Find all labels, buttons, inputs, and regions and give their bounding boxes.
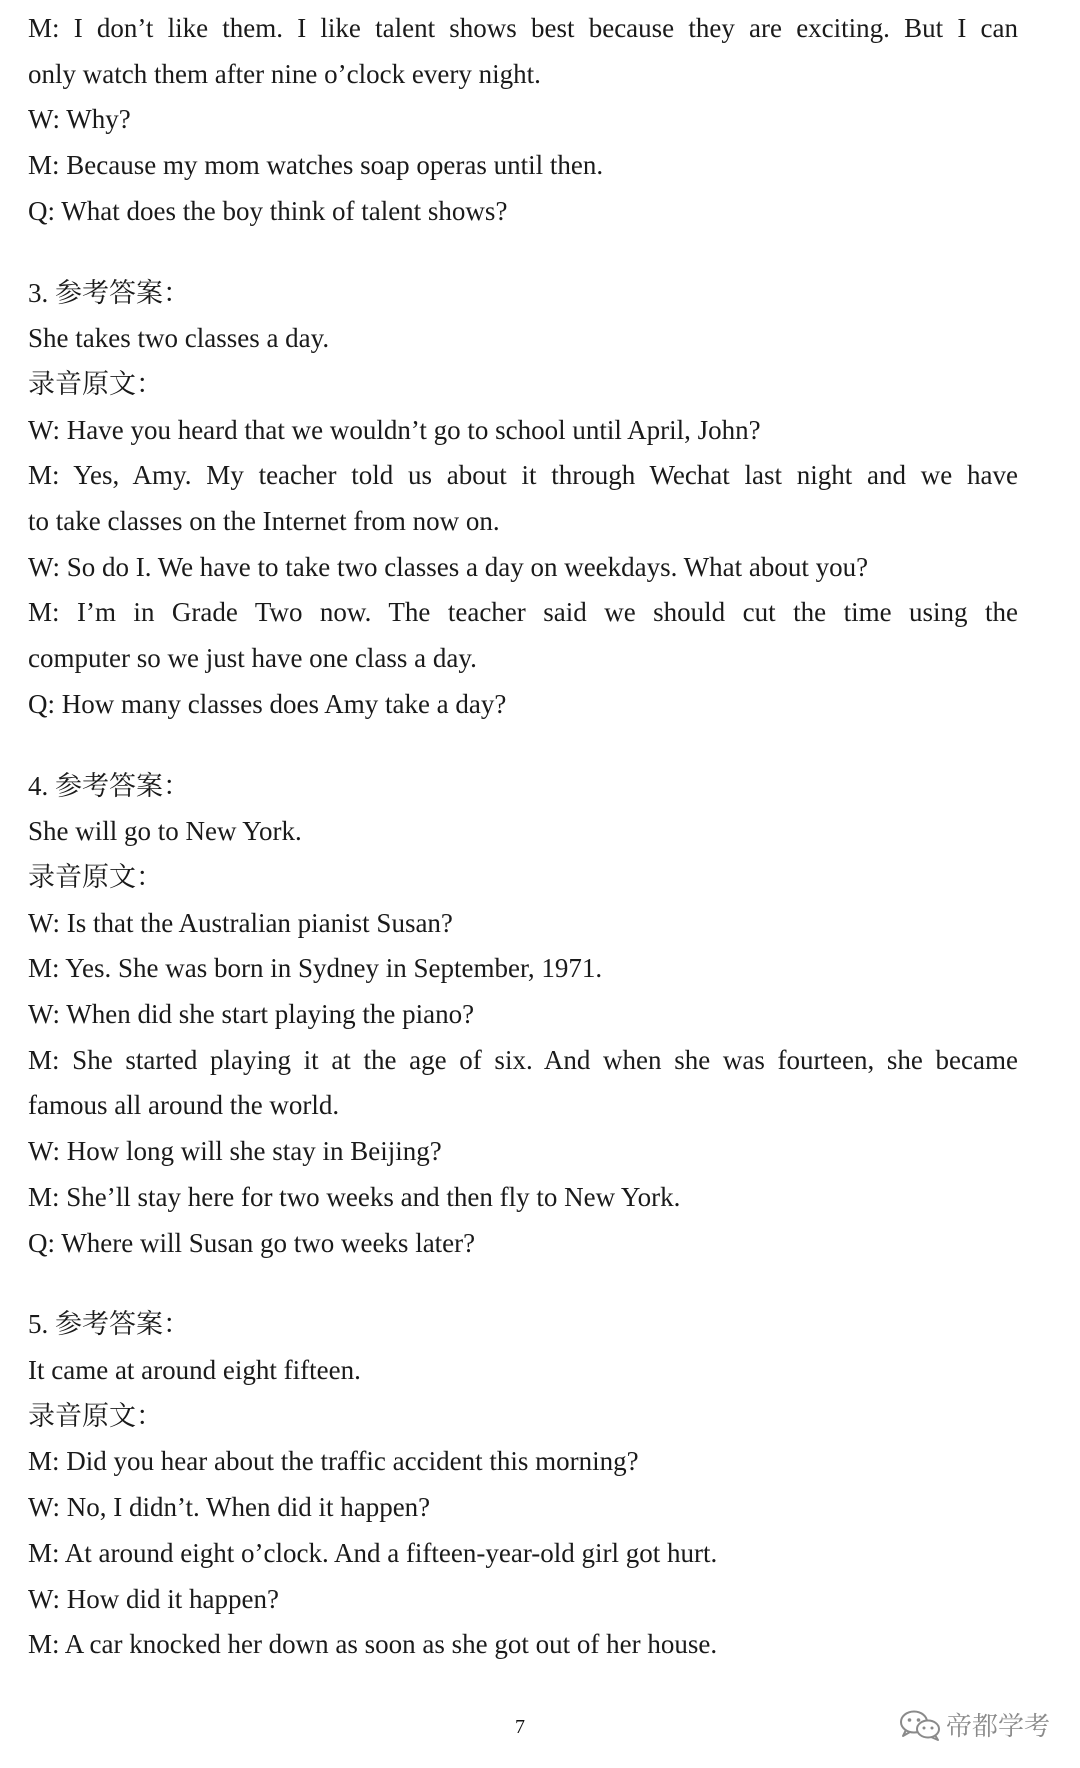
paragraph-gap — [28, 1266, 1018, 1302]
text-line: 4. 参考答案： — [28, 770, 190, 801]
text-line: M: Did you hear about the traffic accident this morning? — [28, 1446, 639, 1477]
watermark — [898, 1706, 1050, 1743]
text-line: M: A car knocked her down as soon as she got out of her house. — [28, 1629, 718, 1660]
wechat-icon — [898, 1708, 942, 1742]
text-line: W: No, I didn’t. When did it happen? — [28, 1492, 431, 1523]
text-line: W: How did it happen? — [28, 1583, 279, 1614]
text-line: M: I’m in Grade Two now. The teacher said we should cut the time using the — [28, 597, 1018, 628]
text-line: 录音原文： — [28, 861, 163, 892]
text-line: M: She started playing it at the age of six. And when she was fourteen, she became — [28, 1044, 1018, 1075]
text-line: M: Yes. She was born in Sydney in September, 1971. — [28, 953, 603, 984]
text-line: to take classes on the Internet from now on. — [28, 506, 500, 537]
text-line: W: How long will she stay in Beijing? — [28, 1136, 442, 1167]
text-line: Q: What does the boy think of talent shows? — [28, 195, 508, 226]
text-line: famous all around the world. — [28, 1090, 340, 1121]
text-line: 5. 参考答案： — [28, 1309, 190, 1340]
text-line: 录音原文： — [28, 368, 163, 399]
text-line: 录音原文： — [28, 1400, 163, 1431]
text-line: only watch them after nine o’clock every night. — [28, 58, 541, 89]
text-line: W: Why? — [28, 104, 131, 135]
text-line: She will go to New York. — [28, 816, 302, 847]
text-line: It came at around eight fifteen. — [28, 1354, 361, 1385]
text-line: 3. 参考答案： — [28, 277, 190, 308]
text-line: M: Because my mom watches soap operas until then. — [28, 150, 604, 181]
text-line: W: Is that the Australian pianist Susan? — [28, 907, 453, 938]
text-line: computer so we just have one class a day. — [28, 643, 477, 674]
watermark-text: 帝都学考 — [945, 1712, 1050, 1742]
text-line: M: I don’t like them. I like talent shows best because they are exciting. But I can — [28, 13, 1018, 43]
text-line: Q: Where will Susan go two weeks later? — [28, 1227, 476, 1258]
text-line: She takes two classes a day. — [28, 323, 330, 354]
document-body — [28, 6, 1018, 1668]
text-line: W: When did she start playing the piano? — [28, 999, 475, 1030]
text-line: W: So do I. We have to take two classes a day on weekdays. What about you? — [28, 551, 869, 582]
text-line: M: Yes, Amy. My teacher told us about it through Wechat last night and we have — [28, 460, 1018, 491]
text-line: W: Have you heard that we wouldn’t go to school until April, John? — [28, 414, 761, 445]
page-number: 7 — [515, 1716, 525, 1738]
text-line: M: She’ll stay here for two weeks and then fly to New York. — [28, 1181, 681, 1212]
paragraph-gap — [28, 728, 1018, 764]
text-line: Q: How many classes does Amy take a day? — [28, 688, 507, 719]
paragraph-gap — [28, 235, 1018, 271]
text-line: M: At around eight o’clock. And a fifteen-year-old girl got hurt. — [28, 1537, 718, 1568]
